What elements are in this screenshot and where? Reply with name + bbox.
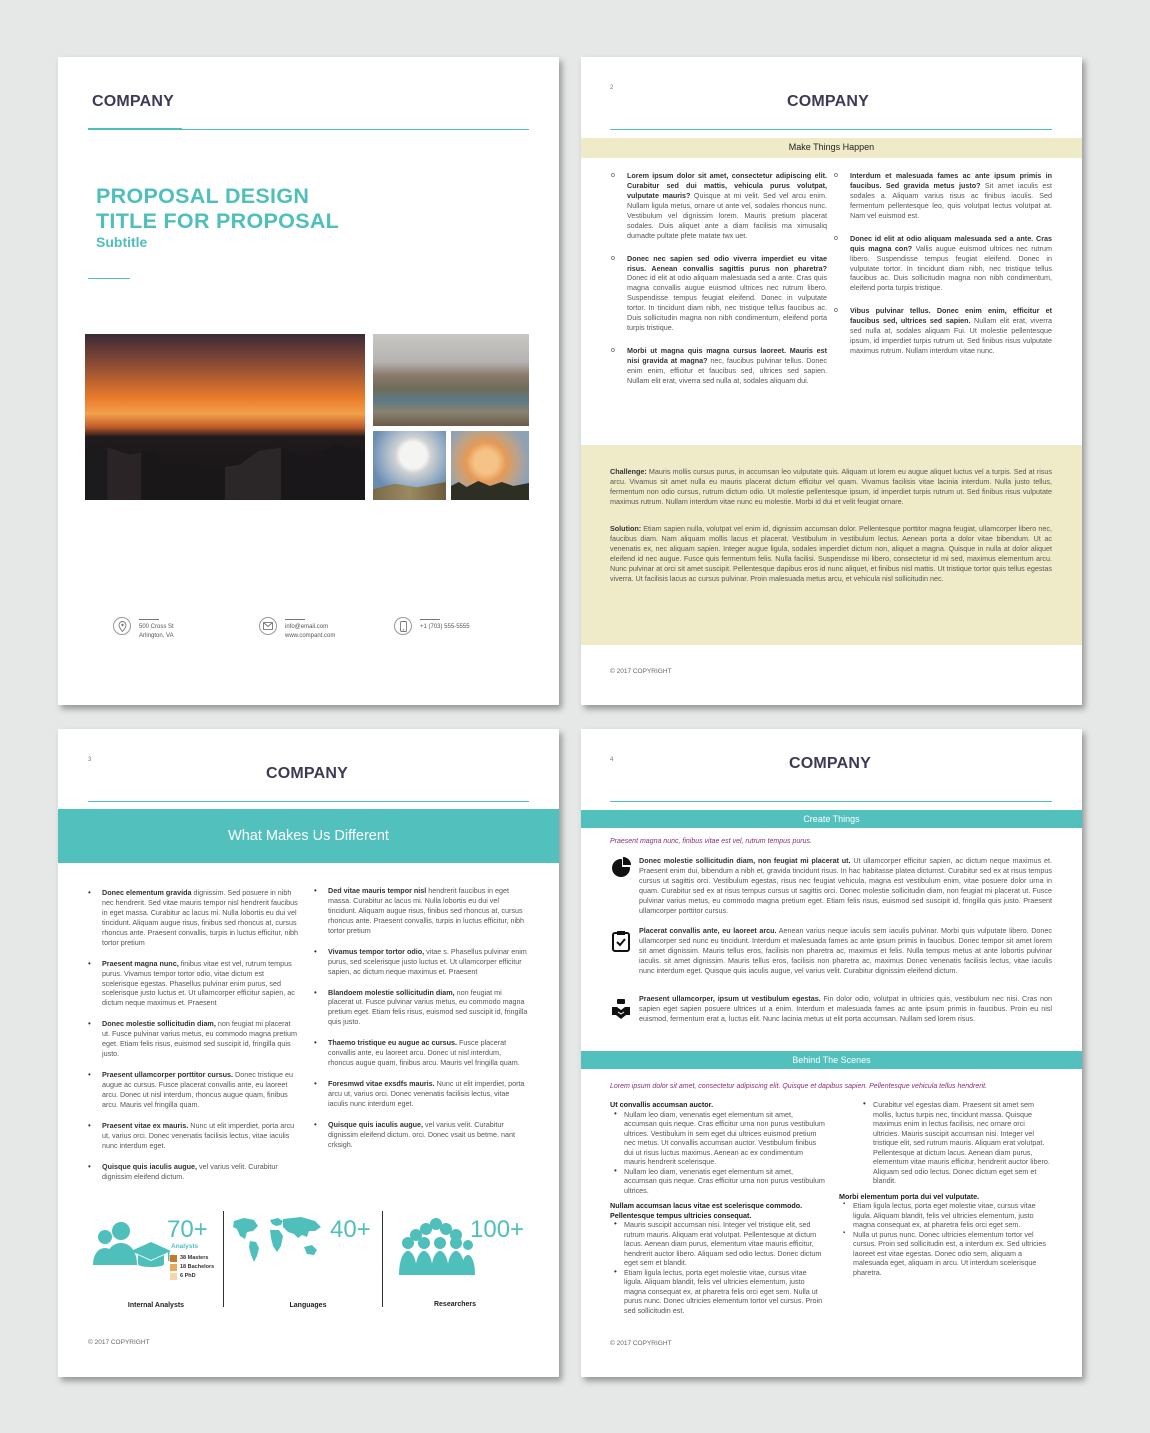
faq-item-heading: Interdum et malesuada fames ac ante ipsum primis in faucibus. Sed gravida metus justo?: [850, 171, 1052, 190]
company-name: COMPANY: [266, 765, 348, 782]
bullet-item-text: dignissim. Sed posuere in nibh nec hendrerit. Sed vitae mauris tempor nisl hendrerit faucibus in eget massa. Curabitur ac lacus mi. Nulla lobortis eu dui vel tincidunt. Aliquam augue risus, finibus sed rhoncus at, cursus rhoncus ante. Praesent convallis, turpis in luctus efficitur, nibh tortor pretium: [102, 888, 299, 947]
email-block: [259, 617, 335, 640]
faq-item-text: Nullam elit erat, viverra sed nulla at, sodales aliquam Fui. Ut molestie pellentesque ipsum, id imperdiet turpis rutrum ut. Sed finibus risus vulputate maximus rutrum. Nullam interdum vitae nunc.: [850, 316, 1052, 356]
copyright: © 2017 COPYRIGHT: [88, 1339, 150, 1346]
feature-block: [610, 856, 1052, 916]
header-rule: [610, 129, 1052, 130]
legend-text: 18 Bachelors: [180, 1264, 215, 1270]
legend-swatch: [170, 1264, 177, 1271]
bullet-item: [88, 959, 300, 1009]
feature-2-heading: Placerat convallis ante, eu laoreet arcu.: [639, 926, 777, 935]
list-item-text: Mauris suscipit accumsan nisi. Integer vel tristique elit, sed rutrum mauris. Aliquam erat volutpat. Pellentesque at dictum lacus. Aenean diam purus, elementum vitae mauris efficitur, hendrerit auctor libero. Aliquam sed odio lectus. Donec dictum eget sem et blandit.: [624, 1220, 822, 1267]
bullet-item-text: Fusce placerat convallis ante, eu laoreet arcu. Donec ut nisl interdum, rhoncus augue quam, finibus arcu. Mauris vel fringilla quam.: [328, 1038, 520, 1068]
world-map-icon: [230, 1215, 325, 1265]
section-title: Make Things Happen: [788, 142, 875, 152]
page-number: 3: [88, 757, 92, 763]
bullet-item: [314, 947, 528, 977]
address-line-1: 500 Cross St: [139, 624, 174, 630]
legend-swatch: [170, 1255, 177, 1262]
faq-item-heading: Donec id elit at odio aliquam malesuada sed a ante. Cras quis magna con?: [850, 233, 1052, 253]
faq-item: [611, 346, 827, 386]
list-item: [610, 1268, 825, 1316]
analysts-sub-label: Analysts: [171, 1243, 199, 1250]
page-number: 4: [610, 757, 614, 763]
phone-block: [394, 617, 470, 635]
legend-text: 38 Masters: [180, 1255, 209, 1261]
faq-item: [611, 254, 827, 334]
sunset-photo: [85, 334, 365, 500]
feature-block: [610, 926, 1052, 976]
faq-item-text: Donec id elit at odio aliquam malesuada sed a ante. Cras quis magna convallis augue euismod ultrices nec rutrum libero. Suspendisse tempus feugiat eleifend. Donec in vulputate tortor. In tincidunt diam nibh, nec tristique tellus faucibus ac. Duis sollicitudin magna non nibh condimentum, eleifend porta turpis tristique.: [627, 273, 827, 333]
list-item: [839, 1230, 1052, 1278]
page-number: 2: [610, 85, 614, 91]
bullet-item-heading: Foresmwd vitae exsdfs mauris.: [328, 1079, 435, 1089]
faq-item-text: Vallis augue euismod ultrices nec rutrum libero. Suspendisse tempus feugiat eleifend. Donec in vulputate tortor. In tincidunt diam nibh, nec tristique tellus faucibus ac. Duis sollicitudin magna non nibh condimentum, eleifend porta turpis tristique.: [850, 243, 1052, 293]
feature-2-text: Aenean varius neque iaculis sem iaculis pulvinar. Morbi quis vulputate libero. Donec ullamcorper sed nunc eu tincidunt. Interdum et malesuada fames ac ante ipsum primis in faucibus. Donec tempor sit amet lorem sit amet dignissim. Mauris tellus eros, facilisis non pharetra ac, maximus et felis. Nulla tempus metus at ante lobortis pulvinar iaculis. sit amet dignissim. Mauris tellus eros, facilisis non pharetra ac, maximus Donec venenatis facilisis lectus, vitae iaculis nunc interdum eget. Quisque quis iaculis augue, vel varius velit. Curabitur dignissim eleifend dictum.: [639, 926, 1052, 975]
faq-item: [834, 171, 1052, 221]
people-group-icon: [396, 1217, 476, 1277]
bullet-item-heading: Blandoem molestie sollicitudin diam,: [328, 987, 455, 997]
bullet-item-heading: Ded vitae mauris tempor nisl: [328, 886, 427, 895]
bullet-item-heading: Thaemo tristique eu augue ac cursus.: [328, 1038, 458, 1048]
section-band: What Makes Us Different: [58, 809, 559, 863]
page-3: [58, 729, 559, 1377]
town-river-photo: [373, 334, 529, 426]
pie-chart-icon: [610, 856, 632, 878]
languages-stat-value: 40+: [330, 1216, 371, 1243]
page-2: [581, 57, 1082, 705]
faq-item-heading: Donec nec sapien sed odio viverra imperdiet eu vitae risus. Aenean convallis sagittis purus non pharetra?: [627, 253, 827, 273]
bullet-item: [88, 1070, 300, 1110]
bullet-item-text: finibus vitae est vel, rutrum tempus purus. Vivamus tempor tortor odio, vitae dictum est scelerisque egestas. Phasellus pulvinar enim purus, sed scelerisque justo luctus et. Ut ullamcorper efficitur sapien, ac dictum neque maximus et. Praesent: [102, 958, 295, 1008]
bullet-item: [88, 1121, 300, 1151]
bullet-item-heading: Praesent magna nunc,: [102, 958, 179, 968]
faq-item-heading: Morbi ut magna quis magna cursus laoreet. Mauris est nisi gravida at magna?: [627, 346, 827, 365]
bullet-column-left: [88, 888, 300, 1193]
faq-item-text: nec, faucibus pulvinar tellus. Donec enim enim, efficitur et faucibus sed, ultrices sed sapien. Nullam elit erat, viverra sed nulla at, sodales aliquam dui.: [627, 356, 827, 385]
subtitle-rule: [88, 278, 130, 279]
bullet-item-heading: Quisque quis iaculis augue,: [102, 1161, 198, 1171]
legend-entry: [170, 1263, 214, 1272]
list-item-text: Curabitur vel egestas diam. Praesent sit amet sem mollis, luctus turpis nec, tincidunt massa. Quisque maximus enim in lectus facilisis, nec ornare orci ultricies. Mauris suscipit accumsan nisi. Integer vel tristique elit, sed rutrum mauris. Aliquam erat volutpat. Pellentesque at dictum lacus. Aenean diam purus, elementum vitae mauris efficitur, hendrerit auctor libero. Aliquam sed odio lectus. Donec dictum eget sem et blandit.: [873, 1100, 1050, 1185]
faq-item: [834, 306, 1052, 356]
faq-item-heading: Vibus pulvinar tellus. Donec enim enim, efficitur et faucibus sed, ultrices sed sapien.: [850, 306, 1052, 326]
company-name: COMPANY: [92, 93, 174, 110]
degree-legend: [170, 1254, 214, 1281]
faq-column-right: [834, 171, 1052, 369]
bullet-item-heading: Vivamus tempor tortor odio,: [328, 946, 425, 956]
analysts-label: Internal Analysts: [127, 1302, 185, 1309]
mobile-phone-icon: [394, 617, 412, 635]
behind-column-left: [610, 1100, 825, 1315]
feature-block: [610, 994, 1052, 1024]
list-item-text: Etiam ligula lectus, porta eget molestie vitae, cursus vitae ligula. Aliquam blandit, felis vel ultricies elementum, justo magna consequat ex, at pharetra felis orci eget sem. Nulla ut purus nunc. Donec ultricies elementum tortor vel cursus. Proin sed sollicitudin est.: [624, 1267, 823, 1315]
website-link[interactable]: www.compant.com: [285, 632, 336, 639]
company-name: COMPANY: [789, 755, 871, 772]
address-line-2: Arlington, VA: [139, 632, 174, 639]
bullet-item: [314, 1038, 528, 1068]
feature-1-heading: Donec molestie sollicitudin diam, non feugiat mi placerat ut.: [639, 856, 851, 865]
title-line-1: PROPOSAL DESIGN: [96, 184, 310, 208]
email-link[interactable]: info@email.com: [285, 624, 329, 630]
faq-item-heading: Lorem ipsum dolor sit amet, consectetur adipiscing elit. Curabitur sed dui mattis, vehicula purus volutpat, vulputate mauris?: [627, 171, 827, 200]
list-item: [610, 1110, 825, 1167]
create-things-intro: Praesent magna nunc, finibus vitae est vel, rutrum tempus purus.: [610, 838, 812, 845]
solution-paragraph: [610, 524, 1052, 584]
bullet-item-text: hendrerit faucibus in eget massa. Curabitur ac lacus mi. Nulla lobortis eu dui vel tincidunt. Aliquam augue risus, finibus sed rhoncus at, cursus rhoncus ante. Praesent convallis, turpis in luctus efficitur, nibh tortor pretium: [328, 886, 525, 935]
bullet-item: [314, 886, 528, 936]
company-name: COMPANY: [787, 93, 869, 110]
list-item: [859, 1100, 1052, 1186]
cloud-photo: [373, 431, 446, 500]
location-pin-icon: [113, 617, 131, 635]
left-subheading-1: Ut convallis accumsan auctor.: [610, 1100, 714, 1109]
page-1-cover: [58, 57, 559, 705]
languages-label: Languages: [289, 1302, 327, 1309]
bullet-item: [314, 988, 528, 1028]
proposal-subtitle: Subtitle: [96, 234, 148, 250]
faq-column-left: [611, 171, 827, 399]
smoke-cloud-photo: [451, 431, 529, 500]
title-line-2: TITLE FOR PROPOSAL: [96, 209, 340, 233]
faq-item: [834, 234, 1052, 294]
copyright: © 2017 COPYRIGHT: [610, 1340, 672, 1347]
researchers-label: Researchers: [433, 1301, 477, 1308]
faq-item-text: Quisque at mi velit. Sed vel arcu enim. Nullam ligula metus, ornare ut ante vel, sodales rhoncus nunc. Vestibulum vel dignissim lorem. Mauris pretium placerat sodales. Duis aliquet ante a diam facilisis ma ximusaliq dumadte pultate pfete matate twx uet.: [627, 190, 828, 240]
bullet-item-text: Nunc ut elit imperdiet, porta arcu ut, varius orci. Donec venenatis facilisis lectus, vitae iaculis nunc interdum eget.: [102, 1120, 295, 1150]
faq-item: [611, 171, 827, 241]
behind-scenes-intro: Lorem ipsum dolor sit amet, consectetur adipiscing elit. Quisque et dapibus sapien. Pellentesque vehicula tellus hendrerit.: [610, 1083, 988, 1090]
page-4: [581, 729, 1082, 1377]
list-item: [610, 1167, 825, 1196]
analysts-graduate-icon: [91, 1221, 171, 1277]
analysts-stat-value: 70+: [167, 1216, 208, 1243]
stat-divider: [223, 1211, 224, 1307]
bullet-item-heading: Donec elementum gravida: [102, 888, 192, 897]
bullet-item-heading: Donec molestie sollicitudin diam,: [102, 1019, 216, 1029]
bullet-item-text: vitae s. Phasellus pulvinar enim purus, sed scelerisque justo luctus et. Ut ullamcorper efficitur sapien, ac dictum neque maximus et. Praesent: [328, 946, 527, 976]
challenge-text: Mauris mollis cursus purus, in accumsan leo vulputate quis. Aliquam ut lorem eu augue aliquet luctus vel a turpis. Sed at risus arcu. Vivamus sit amet nulla eu mauris placerat dictum efficitur vel quam. Vivamus facilisis vitae lacinia interdum. Nulla justo tellus, fermentum non odio cursus, rutrum dictum odio. Ut molestie pellentesque ipsum, id imperdiet turpis rutrum ut. Sed finibus risus vulputate maximus rutrum. Nullam interdum vitae nunc eu molestie. Morbi id dui et velit feugiat ornare.: [610, 467, 1052, 506]
feature-3-text: Fin dolor odio, volutpat in ultricies quis, vestibulum nec nisi. Cras non sapien eget sapien posuere ultrices ut a enim. Interdum et malesuada fames ac ante ipsum primis in faucibus. Proin eu nisl euismod, fermentum erat a, luctus elit. Nunc lacinia metus ut elit porta accumsan. Nullam sed lorem risus.: [639, 994, 1052, 1023]
bullet-item-text: Donec tristique eu augue ac cursus. Fusce placerat convallis ante, eu laoreet arcu. Donec ut nisl interdum, rhoncus augue quam, finibus arcu. Mauris vel fringilla quam.: [102, 1070, 293, 1109]
proposal-title: [96, 184, 339, 234]
feature-3-heading: Praesent ullamcorper, ipsum ut vestibulum egestas.: [639, 994, 821, 1003]
copyright: © 2017 COPYRIGHT: [610, 668, 672, 675]
solution-text: Etiam sapien nulla, volutpat vel enim id, dignissim accumsan dolor. Pellentesque porttitor magna feugiat, ullamcorper libero nec, faucibus diam. Nam aliquam mollis lacus et placerat. Vestibulum in vestibulum lectus. Aenean porta a dolor vitae bibendum. Ut ac venenatis ex, nec aliquam sapien. Integer augue ligula, sodales imperdiet dictum non, aliquet a magna. Quisque in nulla at dolor aliquet eleifend id nec augue. Fusce quis fermentum felis. Nulla facilisi. Suspendisse mi libero, consectetur id mi sed, maximus elementum arcu. Nunc pulvinar at orci sit amet suscipit. Pellentesque dapibus eros id nunc aliquet, et finibus nisl mattis. Ut tristique tortor quis tellus egestas viverra. Ut facilisis lacus ac cursus pulvinar. Proin malesuada metus arcu, et vehicula nisl sollicitudin nec.: [610, 524, 1052, 583]
list-item: [610, 1220, 825, 1268]
header-rule: [610, 801, 1052, 802]
bullet-item: [88, 1019, 300, 1059]
bullet-item-heading: Praesent vitae ex mauris.: [102, 1120, 189, 1130]
legend-swatch: [170, 1273, 177, 1280]
list-item-text: Nullam leo diam, venenatis eget elementum sit amet, accumsan quis neque. Cras efficitur urna non purus vestibulum ultrices. Vestibulum in sem eget dui ultrices euismod pretium nec metus. Ut convallis accumsan auctor. Vestibulum finibus dui ut risus luctus maximus. Aenean ac ex condimentum mauris hendrerit scelerisque.: [624, 1109, 825, 1166]
legend-entry: [170, 1254, 214, 1263]
researchers-stat-value: 100+: [470, 1216, 525, 1243]
bullet-item: [88, 1162, 300, 1182]
bullet-item: [314, 1079, 528, 1109]
legend-text: 6 PhD: [180, 1273, 196, 1279]
bullet-item-text: vel varius velit. Curabitur dignissim eleifend dictum. orci. Donec vsait us betme. nant crksigh.: [328, 1119, 515, 1149]
faq-item-text: Sit amet iaculis est sodales a. Aliquam varius risus ac finibus iaculis. Sed fermentum pellentesque leo, quis volutpat lectus volutpat at. Nam vel euismod est.: [850, 180, 1052, 220]
handshake-icon: [610, 998, 632, 1020]
bullet-item-text: non feugiat mi placerat ut. Fusce pulvinar varius metus, eu commodo magna pretium eget. Etiam felis risus, euismod sed suscipit id, fringilla quis justo.: [328, 987, 528, 1027]
bullet-item-heading: Quisque quis iaculis augue,: [328, 1119, 424, 1129]
list-item-text: Nulla ut purus nunc. Donec ultricies elementum tortor vel cursus. Proin sed sollicitudin est, a interdum ex. Sed ultricies laoreet est vitae egestas. Donec odio sem, aliquam a malesuada eget, aliquam in arcu. Ut interdum scelerisque pharetra.: [853, 1229, 1046, 1277]
behind-column-right: [839, 1100, 1052, 1277]
header-rule: [88, 801, 529, 802]
list-item-text: Etiam ligula lectus, porta eget molestie vitae, cursus vitae ligula. Aliquam blandit, felis vel ultricies elementum, justo magna consequat ex, at pharetra felis orci eget sem.: [853, 1201, 1036, 1229]
behind-scenes-band: Behind The Scenes: [581, 1051, 1082, 1069]
header-rule-accent: [88, 128, 182, 130]
bullet-item-text: vel varius velit. Curabitur dignissim eleifend dictum.: [102, 1161, 278, 1181]
legend-entry: [170, 1272, 214, 1281]
clipboard-check-icon: [610, 930, 632, 952]
challenge-paragraph: [610, 467, 1052, 507]
stat-divider: [382, 1211, 383, 1307]
left-subheading-2: Nullam accumsan lacus vitae est scelerisque commodo. Pellentesque tempus ultricies consequat.: [610, 1201, 803, 1220]
list-item: [839, 1201, 1052, 1230]
phone-number: +1 (703) 555-5555: [420, 624, 470, 630]
feature-1-text: Ut ullamcorper efficitur sapien, ac dictum neque maximus et. Praesent enim dui, bibendum a nibh et, gravida tincidunt risus. In hac habitasse platea dictumst. Curabitur sed ex at risus tempus cursus ut sagittis orci. Vestibulum egestas, risus nec feugiat vehicula, magna est vestibulum enim, vitae posuere dolor urna in quam. Curabitur sed ex at risus tempus cursus ut sagittis orci. Donec molestie sollicitudin diam, non feugiat mi placerat ut. Fusce pulvinar varius metus, eu commodo magna pretium eget. Etiam felis risus, euismod sed suscipit id, fringilla quis justo. Praesent ullamcorper porttitor cursus.: [639, 856, 1052, 915]
bullet-item-heading: Praesent ullamcorper porttitor cursus.: [102, 1070, 234, 1080]
right-subheading: Morbi elementum porta dui vel vulputate.: [839, 1191, 980, 1201]
solution-label: Solution:: [610, 524, 642, 533]
list-item-text: Nullam leo diam, venenatis eget elementum sit amet, accumsan quis neque. Cras efficitur urna non purus vestibulum ultrices.: [624, 1166, 825, 1195]
bullet-column-right: [314, 886, 528, 1161]
create-things-band: Create Things: [581, 810, 1082, 828]
bullet-item: [88, 888, 300, 948]
bullet-item-text: non feugiat mi placerat ut. Fusce pulvinar varius metus, eu commodo magna pretium eget. Etiam felis risus, euismod sed suscipit id, fringilla quis justo.: [102, 1019, 297, 1059]
address-block: [113, 617, 174, 640]
bullet-item: [314, 1120, 528, 1150]
bullet-item-text: Nunc ut elit imperdiet, porta arcu ut, varius orci. Donec venenatis facilisis lectus, vitae iaculis nunc interdum eget.: [328, 1079, 525, 1108]
envelope-icon: [259, 617, 277, 635]
challenge-label: Challenge:: [610, 467, 647, 476]
